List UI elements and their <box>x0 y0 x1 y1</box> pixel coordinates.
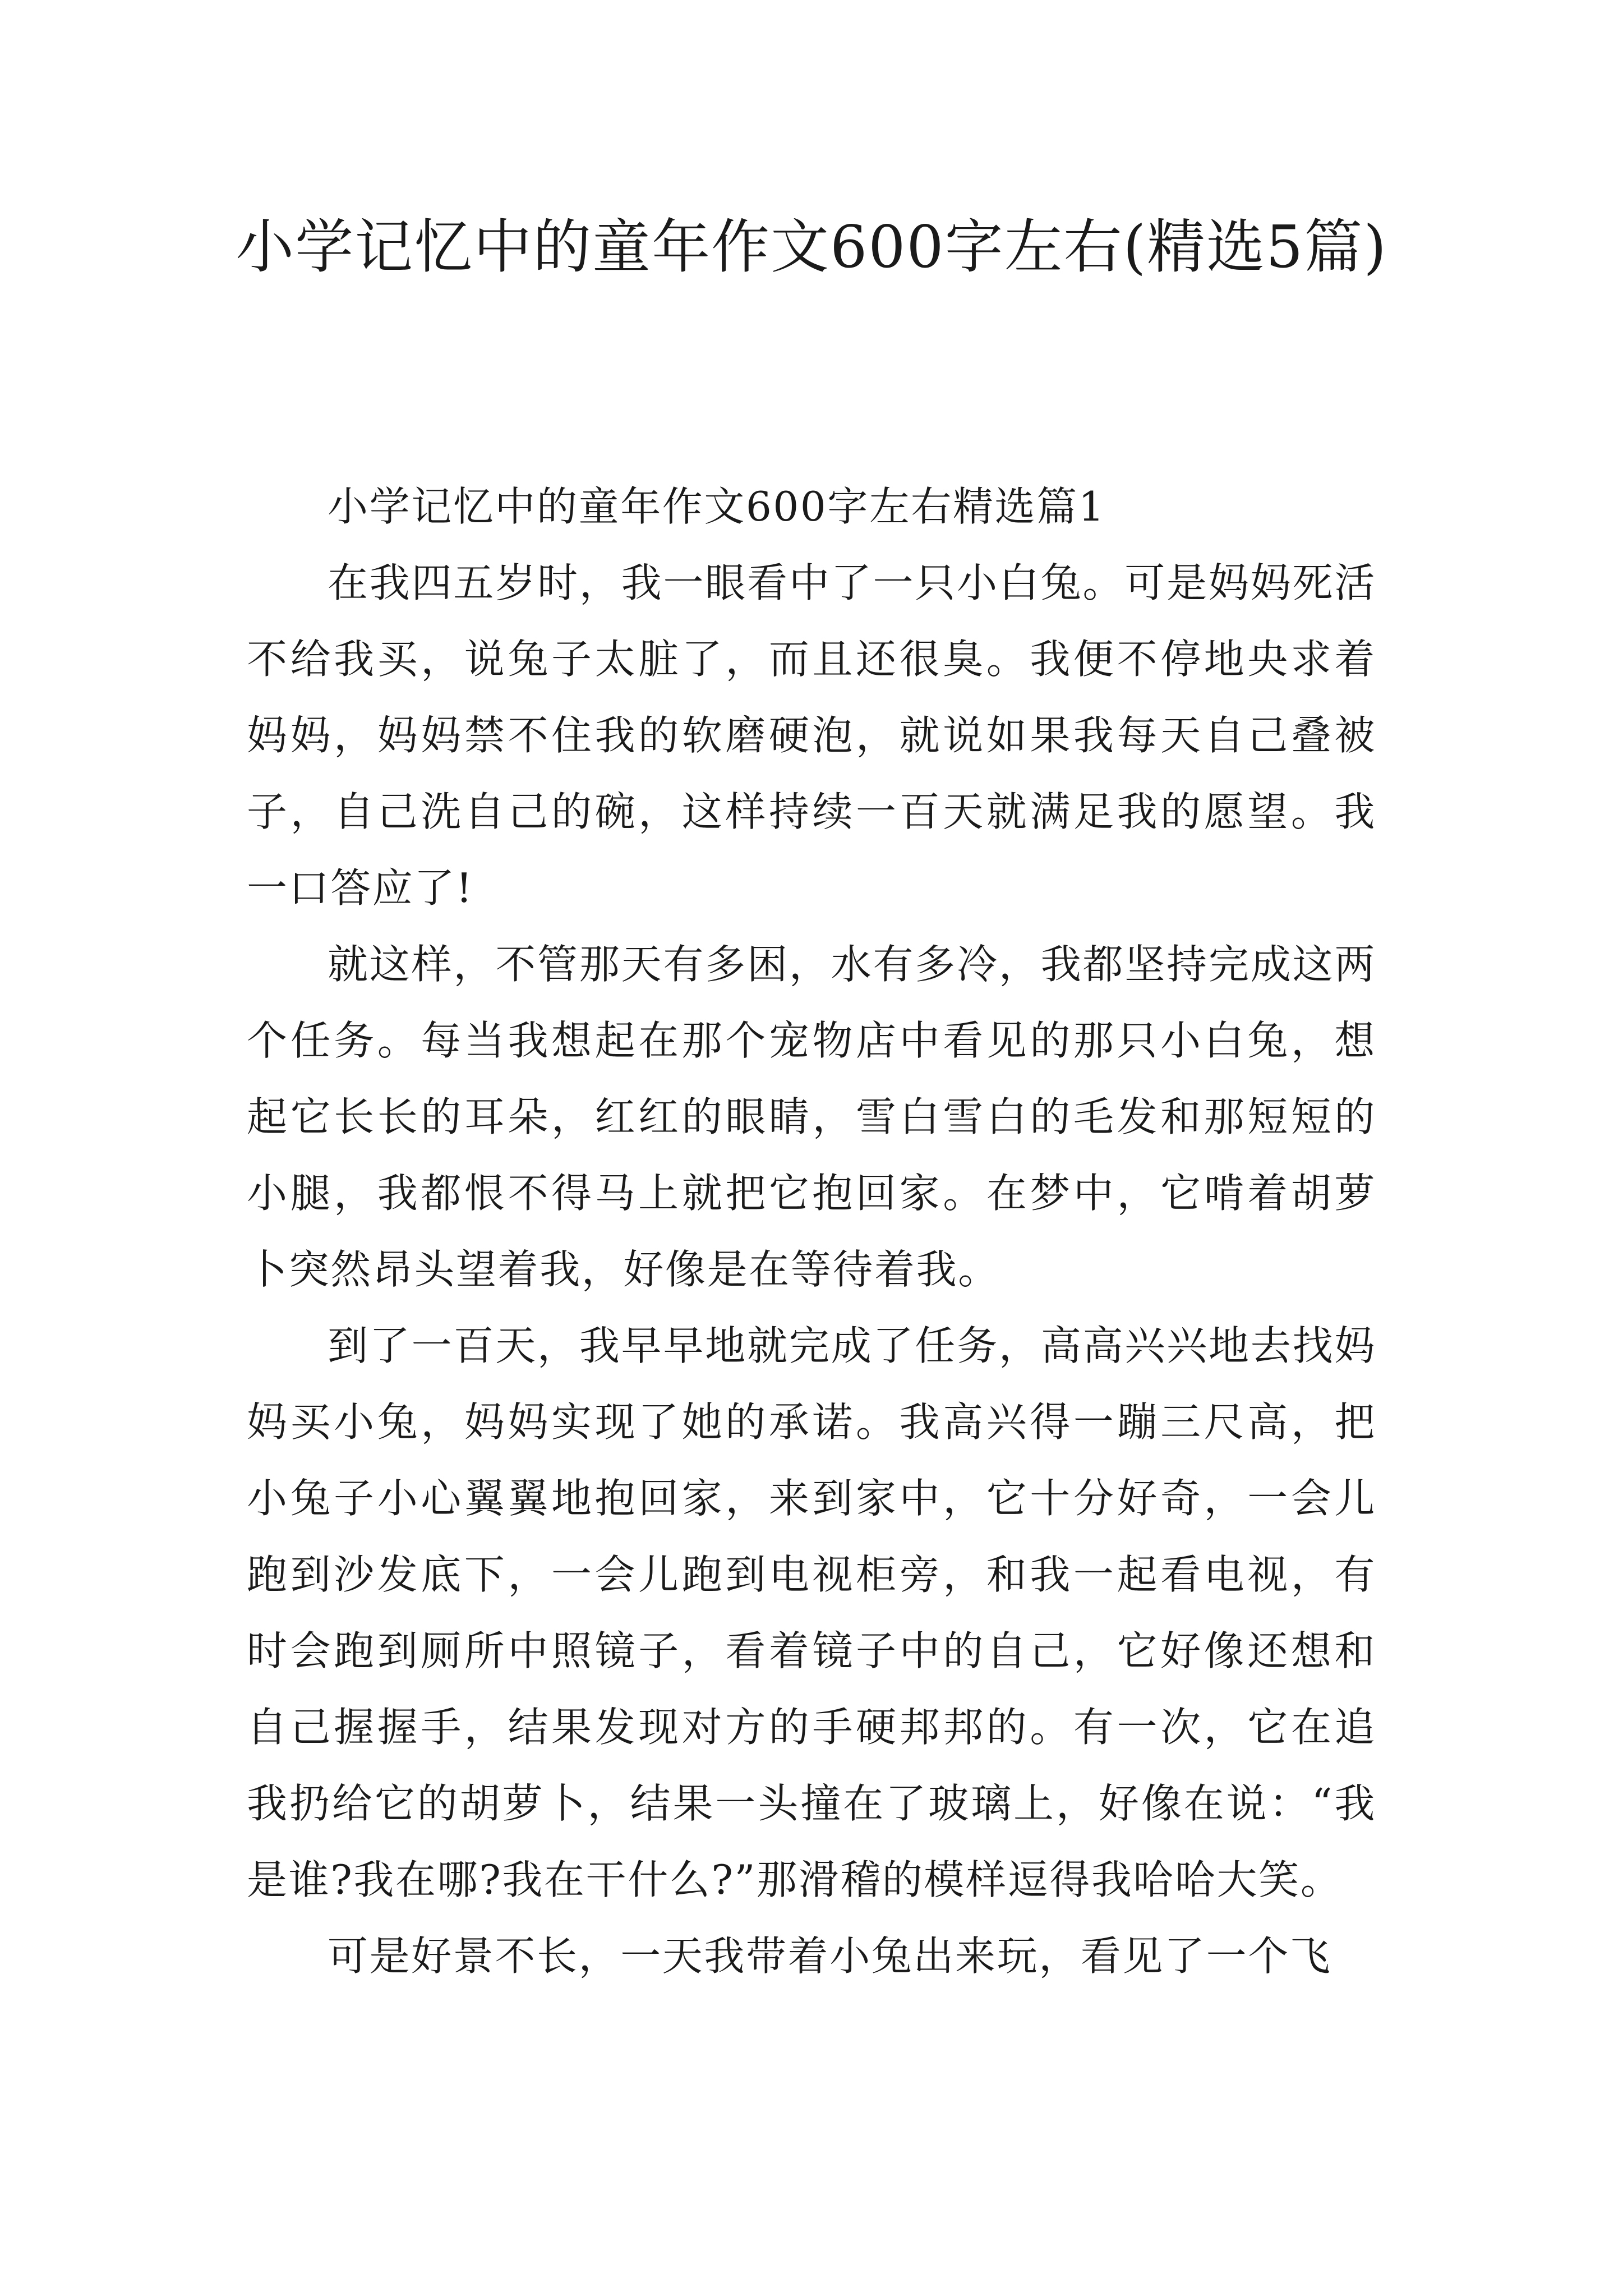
section-heading: 小学记忆中的童年作文600字左右精选篇1 <box>328 483 1106 530</box>
paragraph: 在我四五岁时，我一眼看中了一只小白兔。可是妈妈死活不给我买，说兔子太脏了，而且还很臭。我便不停地央求着妈妈，妈妈禁不住我的软磨硬泡，就说如果我每天自己叠被子，自己洗自己的碗，这样持续一百天就满足我的愿望。我一口答应了! <box>247 559 1376 912</box>
paragraph: 到了一百天，我早早地就完成了任务，高高兴兴地去找妈妈买小兔，妈妈实现了她的承诺。我高兴得一蹦三尺高，把小兔子小心翼翼地抱回家，来到家中，它十分好奇，一会儿跑到沙发底下，一会儿跑到电视柜旁，和我一起看电视，有时会跑到厕所中照镜子，看着镜子中的自己，它好像还想和自己握握手，结果发现对方的手硬邦邦的。有一次，它在追我扔给它的胡萝卜，结果一头撞在了玻璃上，好像在说：“我是谁?我在哪?我在干什么?”那滑稽的模样逗得我哈哈大笑。 <box>247 1322 1376 1903</box>
document-title: 小学记忆中的童年作文600字左右(精选5篇) <box>236 213 1387 281</box>
paragraph: 就这样，不管那天有多困，水有多冷，我都坚持完成这两个任务。每当我想起在那个宠物店中看见的那只小白兔，想起它长长的耳朵，红红的眼睛，雪白雪白的毛发和那短短的小腿，我都恨不得马上就把它抱回家。在梦中，它啃着胡萝卜突然昂头望着我，好像是在等待着我。 <box>247 941 1376 1293</box>
paragraph: 可是好景不长，一天我带着小兔出来玩，看见了一个飞 <box>328 1932 1332 1980</box>
document-body <box>247 468 1376 1994</box>
